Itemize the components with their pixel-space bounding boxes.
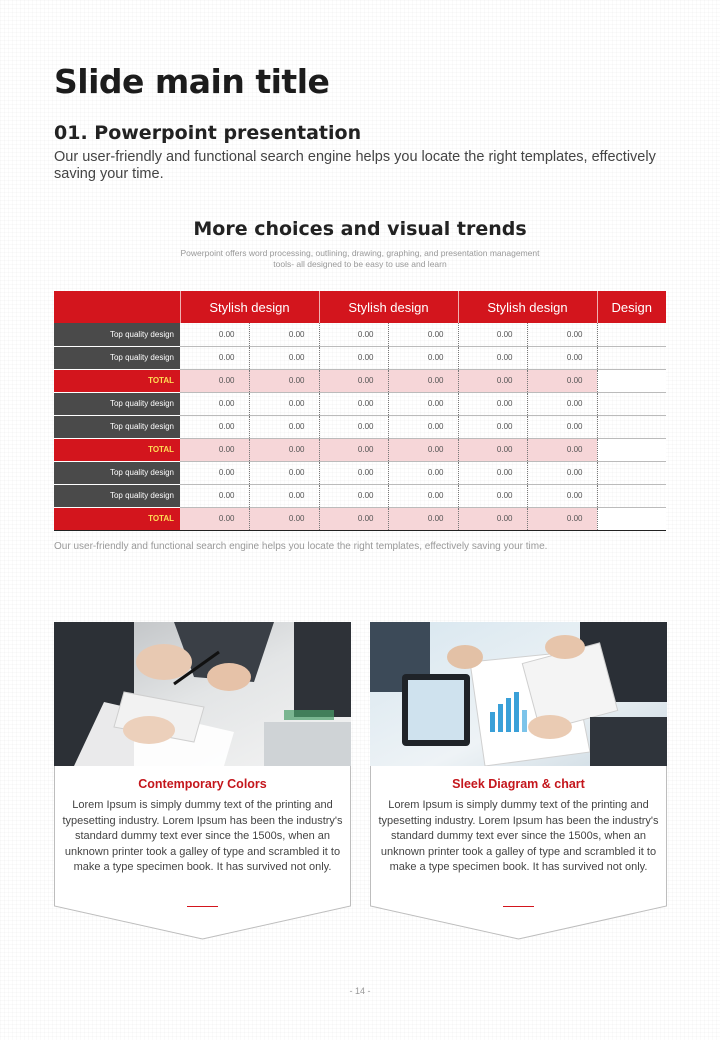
table-cell: 0.00 xyxy=(458,392,527,415)
table-cell: 0.00 xyxy=(319,507,388,530)
table-cell: 0.00 xyxy=(180,484,249,507)
table-cell: 0.00 xyxy=(319,484,388,507)
trends-subtitle: Powerpoint offers word processing, outlining, drawing, graphing, and presentation management tools- all designed to be easy to use and learn xyxy=(180,248,540,269)
table-body xyxy=(54,323,666,530)
table-header-cell: Stylish design xyxy=(319,291,458,323)
row-label: Top quality design xyxy=(54,323,180,346)
table-cell: 0.00 xyxy=(458,369,527,392)
feature-card-contemporary-colors xyxy=(54,622,351,940)
table-cell: 0.00 xyxy=(527,507,597,530)
table-cell xyxy=(597,415,666,438)
row-label: Top quality design xyxy=(54,415,180,438)
table-row xyxy=(54,461,666,484)
table-total-row xyxy=(54,369,666,392)
table-cell: 0.00 xyxy=(249,346,319,369)
table-cell xyxy=(597,507,666,530)
table-cell: 0.00 xyxy=(249,507,319,530)
card-body: Lorem Ipsum is simply dummy text of the printing and typesetting industry. Lorem Ipsum has been the industry's standard dummy text ever since the 1500s, when an unknown printer took a galley of type and scrambled it to make a type specimen book. It has survived not only. xyxy=(62,799,343,873)
table-cell xyxy=(597,346,666,369)
table-header-cell: Design xyxy=(597,291,666,323)
section-heading: 01. Powerpoint presentation xyxy=(54,122,362,144)
table-cell: 0.00 xyxy=(458,461,527,484)
table-cell: 0.00 xyxy=(527,323,597,346)
page-number: - 14 - xyxy=(349,986,371,996)
table-cell: 0.00 xyxy=(527,369,597,392)
row-label: TOTAL xyxy=(54,438,180,461)
table-cell: 0.00 xyxy=(319,438,388,461)
table-cell: 0.00 xyxy=(249,323,319,346)
page-title: Slide main title xyxy=(54,62,330,101)
table-cell: 0.00 xyxy=(388,392,458,415)
table-cell xyxy=(597,484,666,507)
table-note: Our user-friendly and functional search engine helps you locate the right templates, effectively saving your time. xyxy=(54,541,548,552)
table-cell: 0.00 xyxy=(527,484,597,507)
feature-card-sleek-diagram xyxy=(370,622,667,940)
table-cell: 0.00 xyxy=(527,415,597,438)
table-cell: 0.00 xyxy=(319,369,388,392)
table-cell: 0.00 xyxy=(180,346,249,369)
table-cell: 0.00 xyxy=(388,484,458,507)
table-cell: 0.00 xyxy=(180,369,249,392)
table-row xyxy=(54,415,666,438)
table-cell xyxy=(597,438,666,461)
table-cell: 0.00 xyxy=(180,507,249,530)
section-description: Our user-friendly and functional search engine helps you locate the right templates, effectively saving your time. xyxy=(54,149,656,182)
table-cell: 0.00 xyxy=(388,461,458,484)
business-meeting-photo xyxy=(54,622,351,766)
data-table-container xyxy=(54,291,666,531)
table-row xyxy=(54,484,666,507)
table-cell: 0.00 xyxy=(319,323,388,346)
table-cell: 0.00 xyxy=(180,461,249,484)
table-header-cell: Stylish design xyxy=(458,291,597,323)
card-title: Sleek Diagram & chart xyxy=(452,777,585,791)
table-cell: 0.00 xyxy=(249,438,319,461)
table-cell: 0.00 xyxy=(319,461,388,484)
table-cell xyxy=(597,323,666,346)
table-cell: 0.00 xyxy=(319,392,388,415)
table-cell: 0.00 xyxy=(458,484,527,507)
card-divider xyxy=(503,906,534,907)
table-cell: 0.00 xyxy=(458,438,527,461)
table-total-row xyxy=(54,507,666,530)
table-cell: 0.00 xyxy=(527,392,597,415)
table-row xyxy=(54,346,666,369)
table-cell: 0.00 xyxy=(319,346,388,369)
table-cell: 0.00 xyxy=(180,323,249,346)
table-cell: 0.00 xyxy=(180,438,249,461)
row-label: Top quality design xyxy=(54,346,180,369)
table-header-cell: Stylish design xyxy=(180,291,319,323)
row-label: TOTAL xyxy=(54,369,180,392)
table-cell: 0.00 xyxy=(249,461,319,484)
table-cell xyxy=(597,392,666,415)
chart-analysis-photo xyxy=(370,622,667,766)
table-row xyxy=(54,392,666,415)
table-cell: 0.00 xyxy=(180,415,249,438)
table-cell xyxy=(597,369,666,392)
table-cell: 0.00 xyxy=(249,392,319,415)
table-cell: 0.00 xyxy=(249,369,319,392)
table-cell: 0.00 xyxy=(527,346,597,369)
table-header-corner xyxy=(54,291,180,323)
table-cell: 0.00 xyxy=(388,346,458,369)
table-row xyxy=(54,323,666,346)
row-label: TOTAL xyxy=(54,507,180,530)
table-cell: 0.00 xyxy=(319,415,388,438)
table-cell xyxy=(597,461,666,484)
row-label: Top quality design xyxy=(54,392,180,415)
card-divider xyxy=(187,906,218,907)
table-cell: 0.00 xyxy=(458,507,527,530)
table-cell: 0.00 xyxy=(458,323,527,346)
card-body: Lorem Ipsum is simply dummy text of the printing and typesetting industry. Lorem Ipsum has been the industry's standard dummy text ever since the 1500s, when an unknown printer took a galley of type and scrambled it to make a type specimen book. It has survived not only. xyxy=(378,799,659,873)
row-label: Top quality design xyxy=(54,461,180,484)
table-cell: 0.00 xyxy=(458,346,527,369)
card-title: Contemporary Colors xyxy=(138,777,267,791)
table-cell: 0.00 xyxy=(388,369,458,392)
table-cell: 0.00 xyxy=(249,484,319,507)
table-cell: 0.00 xyxy=(180,392,249,415)
table-cell: 0.00 xyxy=(249,415,319,438)
table-header-row xyxy=(54,291,666,323)
row-label: Top quality design xyxy=(54,484,180,507)
table-cell: 0.00 xyxy=(388,507,458,530)
trends-title: More choices and visual trends xyxy=(193,218,527,240)
table-cell: 0.00 xyxy=(527,461,597,484)
table-cell: 0.00 xyxy=(458,415,527,438)
data-table xyxy=(54,291,666,531)
table-cell: 0.00 xyxy=(388,415,458,438)
table-cell: 0.00 xyxy=(388,323,458,346)
table-total-row xyxy=(54,438,666,461)
table-cell: 0.00 xyxy=(388,438,458,461)
table-cell: 0.00 xyxy=(527,438,597,461)
